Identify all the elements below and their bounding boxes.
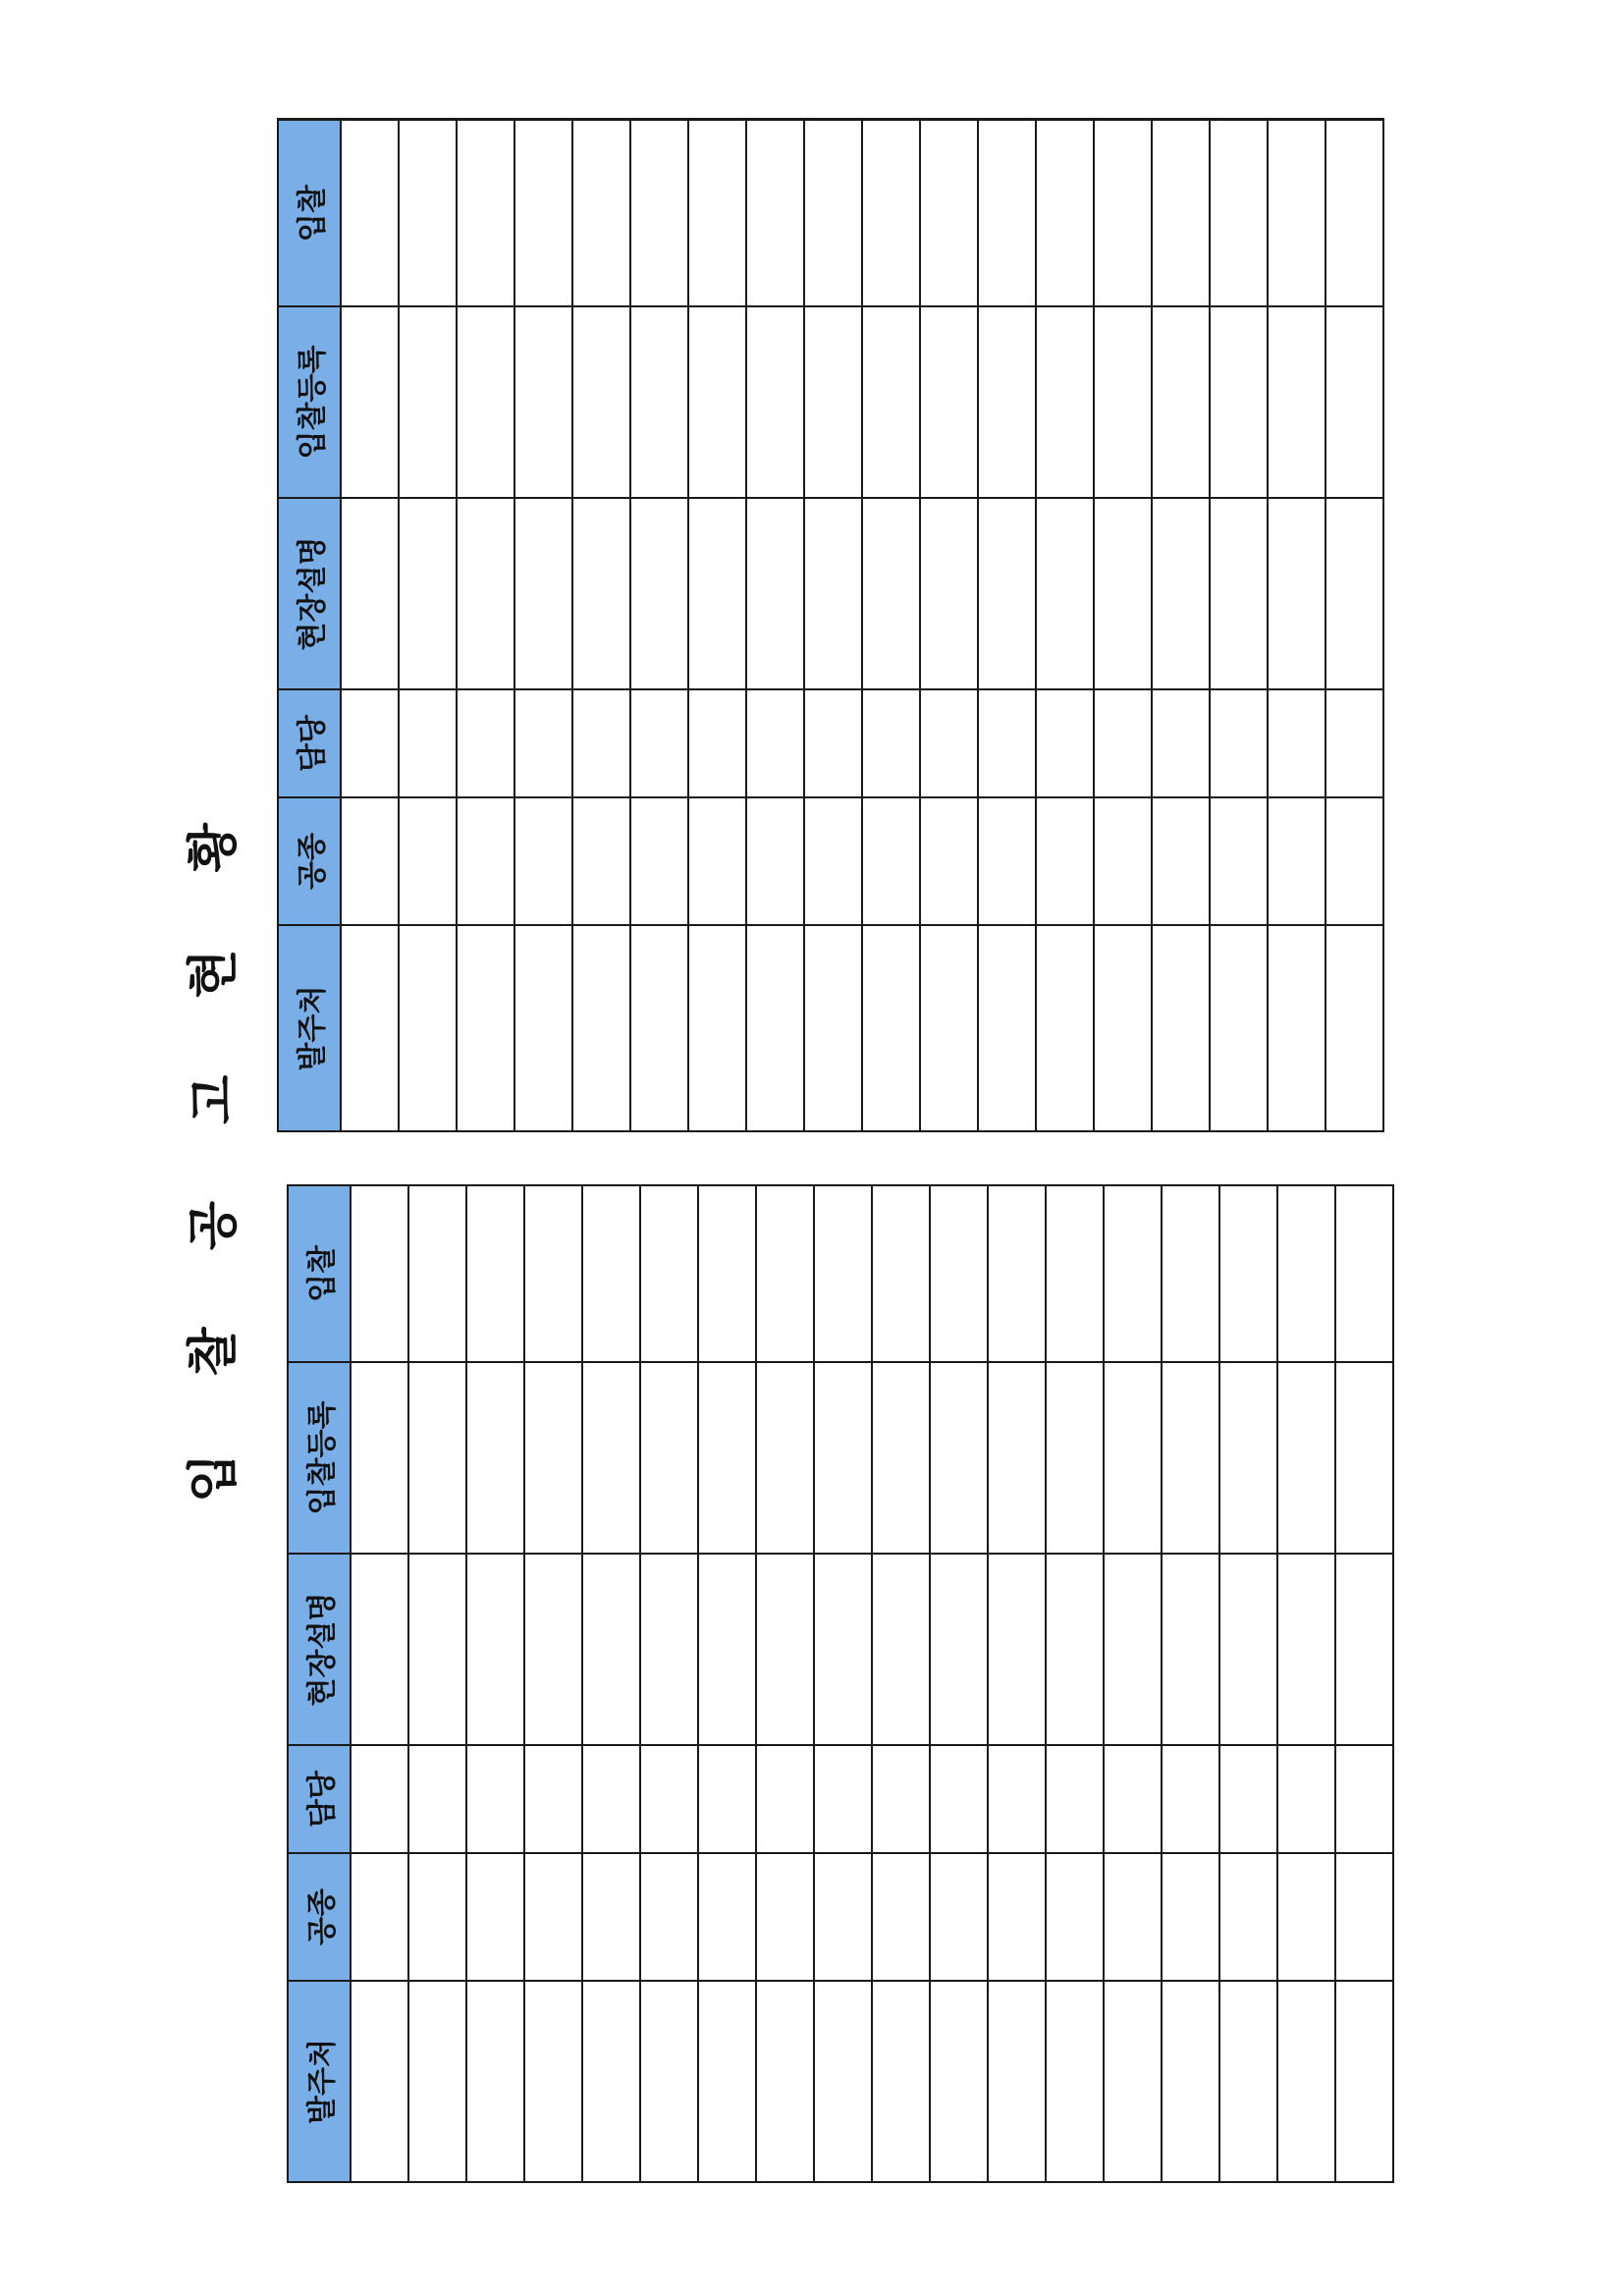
table-cell[interactable] <box>408 1362 466 1554</box>
table-cell[interactable] <box>466 1185 524 1362</box>
table-cell[interactable] <box>1268 120 1325 306</box>
table-cell[interactable] <box>399 689 457 797</box>
table-body-left <box>351 1185 1393 2182</box>
header-bid: 입찰 <box>278 120 341 306</box>
table-cell[interactable] <box>814 1745 872 1853</box>
table-row <box>514 120 572 1131</box>
table-cell[interactable] <box>572 925 630 1131</box>
table-row <box>572 120 630 1131</box>
table-cell[interactable] <box>572 689 630 797</box>
table-cell[interactable] <box>1152 797 1210 925</box>
table-cell[interactable] <box>457 498 514 689</box>
table-row <box>814 1185 872 2182</box>
table-cell[interactable] <box>1094 797 1152 925</box>
table-cell[interactable] <box>756 1745 814 1853</box>
table-cell[interactable] <box>1036 689 1094 797</box>
table-cell[interactable] <box>1268 797 1325 925</box>
header-bid-registration: 입찰등록 <box>278 306 341 498</box>
table-header-row <box>288 1185 351 2182</box>
table-row <box>408 1185 466 2182</box>
table-cell[interactable] <box>1277 1362 1335 1554</box>
header-work-type: 공종 <box>278 797 341 925</box>
table-cell[interactable] <box>572 797 630 925</box>
table-cell[interactable] <box>582 1745 640 1853</box>
table-cell[interactable] <box>1268 689 1325 797</box>
table-cell[interactable] <box>1277 1981 1335 2182</box>
table-cell[interactable] <box>351 1745 408 1853</box>
table-cell[interactable] <box>1104 1853 1162 1981</box>
table-row <box>1335 1185 1393 2182</box>
table-cell[interactable] <box>862 689 920 797</box>
table-cell[interactable] <box>1036 797 1094 925</box>
table-cell[interactable] <box>640 1185 698 1362</box>
table-cell[interactable] <box>1277 1745 1335 1853</box>
table-cell[interactable] <box>1162 1981 1219 2182</box>
table-cell[interactable] <box>524 1185 582 1362</box>
table-cell[interactable] <box>862 306 920 498</box>
table-cell[interactable] <box>640 1745 698 1853</box>
table-cell[interactable] <box>466 1853 524 1981</box>
table-cell[interactable] <box>756 1362 814 1554</box>
table-cell[interactable] <box>457 306 514 498</box>
table-cell[interactable] <box>572 498 630 689</box>
table-cell[interactable] <box>698 1554 756 1745</box>
table-cell[interactable] <box>1036 120 1094 306</box>
table-cell[interactable] <box>466 1554 524 1745</box>
table-cell[interactable] <box>814 1853 872 1981</box>
table-row <box>1104 1185 1162 2182</box>
table-cell[interactable] <box>408 1554 466 1745</box>
table-cell[interactable] <box>1046 1745 1104 1853</box>
table-cell[interactable] <box>582 1853 640 1981</box>
table-cell[interactable] <box>524 1981 582 2182</box>
table-cell[interactable] <box>341 306 399 498</box>
table-cell[interactable] <box>466 1745 524 1853</box>
table-cell[interactable] <box>1210 689 1268 797</box>
table-cell[interactable] <box>1325 797 1383 925</box>
table-cell[interactable] <box>746 306 804 498</box>
table-cell[interactable] <box>814 1362 872 1554</box>
table-row <box>1162 1185 1219 2182</box>
table-cell[interactable] <box>688 689 746 797</box>
table-cell[interactable] <box>1219 1554 1277 1745</box>
table-cell[interactable] <box>630 306 688 498</box>
table-cell[interactable] <box>524 1554 582 1745</box>
table-cell[interactable] <box>399 925 457 1131</box>
table-cell[interactable] <box>804 797 862 925</box>
table-cell[interactable] <box>1210 498 1268 689</box>
table-cell[interactable] <box>457 689 514 797</box>
table-cell[interactable] <box>640 1362 698 1554</box>
table-cell[interactable] <box>698 1981 756 2182</box>
table-row <box>1219 1185 1277 2182</box>
table-row <box>630 120 688 1131</box>
table-cell[interactable] <box>1152 925 1210 1131</box>
table-cell[interactable] <box>978 306 1036 498</box>
table-cell[interactable] <box>872 1185 930 1362</box>
header-bid-registration: 입찰등록 <box>288 1362 351 1554</box>
table-cell[interactable] <box>1162 1853 1219 1981</box>
table-cell[interactable] <box>872 1853 930 1981</box>
table-cell[interactable] <box>988 1554 1046 1745</box>
table-cell[interactable] <box>746 120 804 306</box>
table-cell[interactable] <box>978 120 1036 306</box>
table-cell[interactable] <box>930 1554 988 1745</box>
table-cell[interactable] <box>756 1185 814 1362</box>
table-cell[interactable] <box>1219 1362 1277 1554</box>
table-cell[interactable] <box>1335 1185 1393 1362</box>
table-cell[interactable] <box>1162 1745 1219 1853</box>
table-cell[interactable] <box>1210 120 1268 306</box>
table-row <box>804 120 862 1131</box>
table-cell[interactable] <box>1219 1981 1277 2182</box>
table-cell[interactable] <box>408 1853 466 1981</box>
table-cell[interactable] <box>746 689 804 797</box>
table-cell[interactable] <box>862 120 920 306</box>
table-row <box>930 1185 988 2182</box>
table-cell[interactable] <box>872 1981 930 2182</box>
table-row <box>1152 120 1210 1131</box>
table-row <box>457 120 514 1131</box>
table-cell[interactable] <box>1152 306 1210 498</box>
table-cell[interactable] <box>920 925 978 1131</box>
table-cell[interactable] <box>630 925 688 1131</box>
table-cell[interactable] <box>1335 1853 1393 1981</box>
table-cell[interactable] <box>1277 1185 1335 1362</box>
table-cell[interactable] <box>1046 1362 1104 1554</box>
table-cell[interactable] <box>930 1745 988 1853</box>
table-cell[interactable] <box>514 689 572 797</box>
table-cell[interactable] <box>1210 797 1268 925</box>
table-cell[interactable] <box>1036 306 1094 498</box>
table-cell[interactable] <box>920 498 978 689</box>
table-row <box>341 120 399 1131</box>
table-cell[interactable] <box>630 797 688 925</box>
table-row <box>466 1185 524 2182</box>
table-row <box>1046 1185 1104 2182</box>
table-cell[interactable] <box>514 925 572 1131</box>
table-cell[interactable] <box>640 1853 698 1981</box>
table-cell[interactable] <box>988 1362 1046 1554</box>
header-site-briefing: 현장설명 <box>288 1554 351 1745</box>
table-cell[interactable] <box>399 498 457 689</box>
table-row <box>1094 120 1152 1131</box>
table-cell[interactable] <box>1046 1853 1104 1981</box>
table-cell[interactable] <box>1152 120 1210 306</box>
table-cell[interactable] <box>698 1745 756 1853</box>
table-cell[interactable] <box>1210 306 1268 498</box>
table-cell[interactable] <box>351 1853 408 1981</box>
table-cell[interactable] <box>1335 1745 1393 1853</box>
table-cell[interactable] <box>1104 1981 1162 2182</box>
table-cell[interactable] <box>1325 925 1383 1131</box>
table-cell[interactable] <box>688 306 746 498</box>
table-cell[interactable] <box>1104 1362 1162 1554</box>
table-cell[interactable] <box>514 306 572 498</box>
table-cell[interactable] <box>514 498 572 689</box>
table-row <box>698 1185 756 2182</box>
table-cell[interactable] <box>872 1554 930 1745</box>
table-cell[interactable] <box>1277 1554 1335 1745</box>
table-row <box>862 120 920 1131</box>
table-cell[interactable] <box>572 120 630 306</box>
table-row <box>524 1185 582 2182</box>
table-cell[interactable] <box>351 1185 408 1362</box>
table-cell[interactable] <box>1325 120 1383 306</box>
table-cell[interactable] <box>688 797 746 925</box>
table-row <box>920 120 978 1131</box>
table-row <box>978 120 1036 1131</box>
table-cell[interactable] <box>920 306 978 498</box>
table-cell[interactable] <box>1268 925 1325 1131</box>
table-cell[interactable] <box>1094 306 1152 498</box>
table-cell[interactable] <box>1210 925 1268 1131</box>
table-cell[interactable] <box>640 1554 698 1745</box>
table-cell[interactable] <box>746 498 804 689</box>
bid-table-left <box>287 1184 1394 2183</box>
table-row <box>1268 120 1325 1131</box>
header-bid: 입찰 <box>288 1185 351 1362</box>
table-cell[interactable] <box>872 1362 930 1554</box>
table-cell[interactable] <box>408 1745 466 1853</box>
table-cell[interactable] <box>746 797 804 925</box>
table-cell[interactable] <box>524 1853 582 1981</box>
table-row <box>1277 1185 1335 2182</box>
table-cell[interactable] <box>804 925 862 1131</box>
table-cell[interactable] <box>341 120 399 306</box>
table-cell[interactable] <box>930 1853 988 1981</box>
table-cell[interactable] <box>524 1745 582 1853</box>
table-cell[interactable] <box>1325 498 1383 689</box>
table-cell[interactable] <box>1152 689 1210 797</box>
table-cell[interactable] <box>1036 498 1094 689</box>
table-cell[interactable] <box>698 1185 756 1362</box>
table-cell[interactable] <box>698 1362 756 1554</box>
table-cell[interactable] <box>524 1362 582 1554</box>
table-cell[interactable] <box>408 1185 466 1362</box>
table-cell[interactable] <box>814 1554 872 1745</box>
table-cell[interactable] <box>341 925 399 1131</box>
table-cell[interactable] <box>1162 1362 1219 1554</box>
table-cell[interactable] <box>1094 120 1152 306</box>
table-cell[interactable] <box>930 1185 988 1362</box>
table-cell[interactable] <box>1104 1554 1162 1745</box>
table-cell[interactable] <box>688 120 746 306</box>
table-cell[interactable] <box>1277 1853 1335 1981</box>
table-cell[interactable] <box>582 1981 640 2182</box>
table-cell[interactable] <box>746 925 804 1131</box>
table-cell[interactable] <box>1268 306 1325 498</box>
table-cell[interactable] <box>688 925 746 1131</box>
table-cell[interactable] <box>399 120 457 306</box>
table-cell[interactable] <box>1104 1745 1162 1853</box>
table-cell[interactable] <box>1219 1853 1277 1981</box>
table-cell[interactable] <box>1036 925 1094 1131</box>
table-cell[interactable] <box>1325 689 1383 797</box>
table-cell[interactable] <box>514 120 572 306</box>
table-row <box>1210 120 1268 1131</box>
table-cell[interactable] <box>1335 1362 1393 1554</box>
table-cell[interactable] <box>988 1745 1046 1853</box>
table-row <box>746 120 804 1131</box>
table-cell[interactable] <box>978 689 1036 797</box>
table-cell[interactable] <box>466 1362 524 1554</box>
table-cell[interactable] <box>582 1362 640 1554</box>
table-cell[interactable] <box>930 1362 988 1554</box>
page-title: 입 찰 공 고 현 황 <box>185 793 243 1503</box>
header-site-briefing: 현장설명 <box>278 498 341 689</box>
table-cell[interactable] <box>804 689 862 797</box>
table-cell[interactable] <box>341 498 399 689</box>
table-cell[interactable] <box>1162 1185 1219 1362</box>
table-row <box>756 1185 814 2182</box>
table-cell[interactable] <box>756 1853 814 1981</box>
table-cell[interactable] <box>630 689 688 797</box>
table-cell[interactable] <box>988 1853 1046 1981</box>
table-cell[interactable] <box>640 1981 698 2182</box>
table-cell[interactable] <box>814 1185 872 1362</box>
table-row <box>582 1185 640 2182</box>
table-row <box>399 120 457 1131</box>
table-cell[interactable] <box>1094 925 1152 1131</box>
table-cell[interactable] <box>930 1981 988 2182</box>
table-cell[interactable] <box>457 797 514 925</box>
table-cell[interactable] <box>862 925 920 1131</box>
table-cell[interactable] <box>1094 689 1152 797</box>
table-cell[interactable] <box>988 1185 1046 1362</box>
table-cell[interactable] <box>351 1981 408 2182</box>
table-row <box>640 1185 698 2182</box>
table-cell[interactable] <box>804 120 862 306</box>
table-cell[interactable] <box>756 1554 814 1745</box>
table-cell[interactable] <box>1046 1554 1104 1745</box>
table-cell[interactable] <box>457 120 514 306</box>
table-cell[interactable] <box>1268 498 1325 689</box>
header-client: 발주처 <box>278 925 341 1131</box>
table-cell[interactable] <box>582 1554 640 1745</box>
table-cell[interactable] <box>920 689 978 797</box>
table-cell[interactable] <box>1219 1185 1277 1362</box>
table-cell[interactable] <box>466 1981 524 2182</box>
table-cell[interactable] <box>814 1981 872 2182</box>
table-cell[interactable] <box>582 1185 640 1362</box>
table-cell[interactable] <box>341 689 399 797</box>
table-cell[interactable] <box>1162 1554 1219 1745</box>
table-cell[interactable] <box>978 925 1036 1131</box>
table-row <box>351 1185 408 2182</box>
table-cell[interactable] <box>920 797 978 925</box>
table-cell[interactable] <box>351 1554 408 1745</box>
table-cell[interactable] <box>1046 1185 1104 1362</box>
header-manager: 담당 <box>278 689 341 797</box>
table-cell[interactable] <box>630 120 688 306</box>
table-row <box>988 1185 1046 2182</box>
table-cell[interactable] <box>630 498 688 689</box>
header-client: 발주처 <box>288 1981 351 2182</box>
table-cell[interactable] <box>920 120 978 306</box>
table-cell[interactable] <box>572 306 630 498</box>
table-row <box>1036 120 1094 1131</box>
table-cell[interactable] <box>1046 1981 1104 2182</box>
table-cell[interactable] <box>804 498 862 689</box>
table-row <box>688 120 746 1131</box>
table-cell[interactable] <box>756 1981 814 2182</box>
table-cell[interactable] <box>341 797 399 925</box>
table-cell[interactable] <box>399 306 457 498</box>
header-work-type: 공종 <box>288 1853 351 1981</box>
table-cell[interactable] <box>698 1853 756 1981</box>
table-cell[interactable] <box>457 925 514 1131</box>
table-cell[interactable] <box>862 797 920 925</box>
table-cell[interactable] <box>978 797 1036 925</box>
table-cell[interactable] <box>514 797 572 925</box>
table-cell[interactable] <box>1335 1554 1393 1745</box>
table-body-right <box>341 120 1383 1131</box>
table-cell[interactable] <box>1094 498 1152 689</box>
header-manager: 담당 <box>288 1745 351 1853</box>
table-header-row <box>278 120 341 1131</box>
table-cell[interactable] <box>1152 498 1210 689</box>
table-cell[interactable] <box>1219 1745 1277 1853</box>
table-cell[interactable] <box>399 797 457 925</box>
table-cell[interactable] <box>1104 1185 1162 1362</box>
table-cell[interactable] <box>978 498 1036 689</box>
table-cell[interactable] <box>1325 306 1383 498</box>
table-cell[interactable] <box>804 306 862 498</box>
bid-table-right <box>277 119 1384 1133</box>
table-cell[interactable] <box>862 498 920 689</box>
table-row <box>872 1185 930 2182</box>
table-cell[interactable] <box>872 1745 930 1853</box>
table-cell[interactable] <box>1335 1981 1393 2182</box>
table-cell[interactable] <box>351 1362 408 1554</box>
table-row <box>1325 120 1383 1131</box>
table-cell[interactable] <box>408 1981 466 2182</box>
table-cell[interactable] <box>688 498 746 689</box>
table-cell[interactable] <box>988 1981 1046 2182</box>
